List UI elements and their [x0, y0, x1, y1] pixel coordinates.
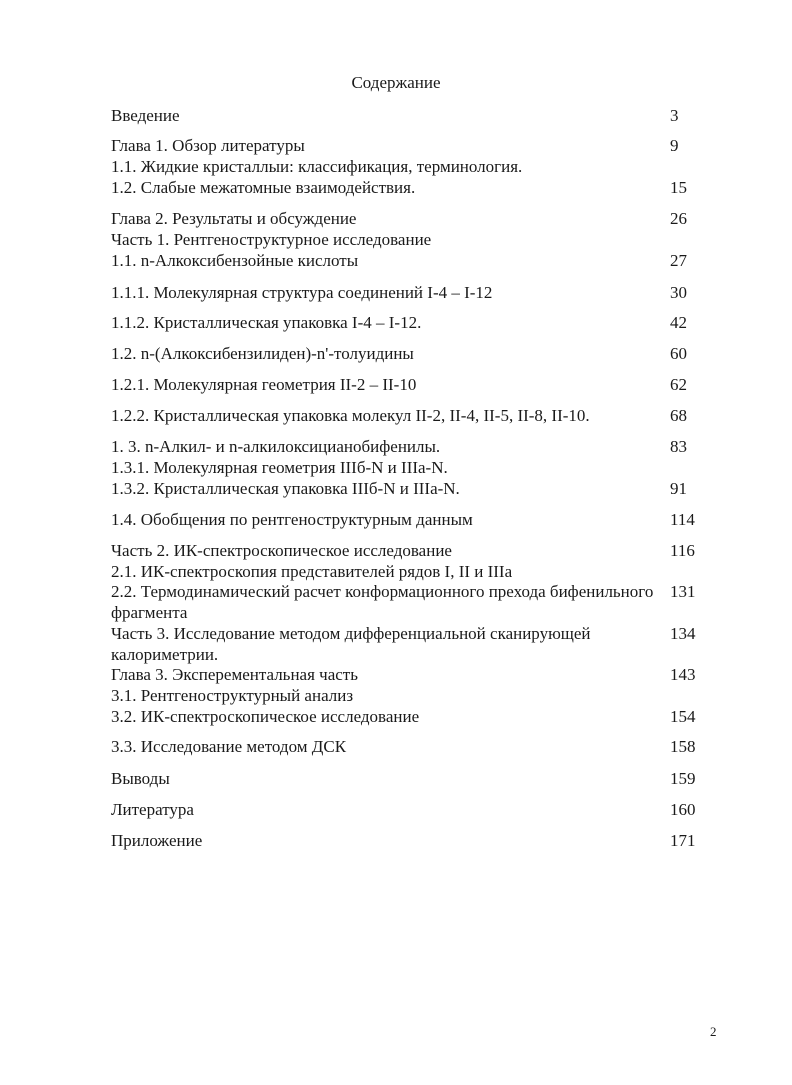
- toc-entry-page: 154: [670, 707, 696, 726]
- toc-entry-label: 1.1. n-Алкоксибензойные кислоты: [111, 251, 359, 270]
- toc-entry[interactable]: [111, 457, 711, 478]
- toc-entry-page: 15: [670, 178, 687, 197]
- toc-entry[interactable]: [111, 478, 711, 499]
- toc-entry-page: 158: [670, 737, 696, 756]
- toc-entry-label: 1.2. n-(Алкоксибензилиден)-n'-толуидины: [111, 344, 414, 363]
- toc-entry-label: Литература: [111, 800, 194, 819]
- toc-entry[interactable]: [111, 768, 711, 789]
- toc-entry[interactable]: [111, 312, 711, 333]
- toc-entry[interactable]: [111, 436, 711, 457]
- toc-entry-label: Часть 2. ИК-спектроскопическое исследование: [111, 541, 452, 560]
- toc-entry-label: 1.2. Слабые межатомные взаимодействия.: [111, 178, 416, 197]
- toc-entry-label: Глава 2. Результаты и обсуждение: [111, 209, 357, 228]
- toc-entry-page: 116: [670, 541, 695, 560]
- toc-entry[interactable]: [111, 208, 711, 229]
- toc-entry[interactable]: [111, 374, 711, 395]
- toc-entry-label: 3.1. Рентгеноструктурный анализ: [111, 686, 354, 705]
- toc-entry-label: 1.4. Обобщения по рентгеноструктурным данным: [111, 510, 473, 529]
- toc-entry[interactable]: [111, 135, 711, 156]
- toc-entry-label: Выводы: [111, 769, 170, 788]
- toc-entry[interactable]: [111, 830, 711, 851]
- toc-entry-page: 131: [670, 582, 696, 601]
- toc-entry-page: 134: [670, 624, 696, 643]
- toc-entry[interactable]: [111, 664, 711, 685]
- toc-entry-label: 1.1.2. Кристаллическая упаковка I-4 – I-12.: [111, 313, 422, 332]
- toc-entry-page: 68: [670, 406, 687, 425]
- toc-entry-label: 2.1. ИК-спектроскопия представителей рядов I, II и IIIa: [111, 562, 513, 581]
- toc-entry-label: Введение: [111, 106, 180, 125]
- toc-entry[interactable]: [111, 282, 711, 303]
- toc-entry[interactable]: [111, 105, 711, 126]
- toc-entry-page: 26: [670, 209, 687, 228]
- toc-entry[interactable]: [111, 509, 711, 530]
- toc-entry-label: Часть 3. Исследование методом дифференциальной сканирующей калориметрии.: [111, 624, 591, 664]
- toc-entry-label: 1.1. Жидкие кристаллыи: классификация, терминология.: [111, 157, 523, 176]
- toc-entry-label: 1.3.1. Молекулярная геометрия IIIб-N и IIIа-N.: [111, 458, 448, 477]
- toc-entry[interactable]: [111, 250, 711, 271]
- page-number: 2: [710, 1024, 717, 1039]
- toc-entry-page: 143: [670, 665, 696, 684]
- toc-entry-label: 1.2.2. Кристаллическая упаковка молекул II-2, II-4, II-5, II-8, II-10.: [111, 406, 590, 425]
- toc-entry[interactable]: [111, 623, 711, 665]
- toc-entry-page: 159: [670, 769, 696, 788]
- toc-entry-page: 62: [670, 375, 687, 394]
- toc-entry-label: 1. 3. n-Алкил- и n-алкилоксицианобифенилы.: [111, 437, 441, 456]
- toc-entry[interactable]: [111, 405, 711, 426]
- toc-entry[interactable]: [111, 685, 711, 706]
- toc-entry[interactable]: [111, 706, 711, 727]
- toc-entry-page: 83: [670, 437, 687, 456]
- toc-entry-page: 30: [670, 283, 687, 302]
- toc-entry[interactable]: [111, 229, 711, 250]
- page-title: Содержание: [351, 73, 441, 92]
- toc-entry-page: 91: [670, 479, 687, 498]
- toc-entry-label: 2.2. Термодинамический расчет конформационного прехода бифенильного фрагмента: [111, 582, 654, 622]
- toc-entry-page: 42: [670, 313, 687, 332]
- toc-entry[interactable]: [111, 736, 711, 757]
- toc-entry-page: 3: [670, 106, 679, 125]
- toc-entry-label: 3.3. Исследование методом ДСК: [111, 737, 347, 756]
- toc-entry[interactable]: [111, 799, 711, 820]
- toc-entry-page: 60: [670, 344, 687, 363]
- toc-entry[interactable]: [111, 581, 711, 623]
- toc-entry-page: 9: [670, 136, 679, 155]
- toc-entry-label: 3.2. ИК-спектроскопическое исследование: [111, 707, 420, 726]
- toc-entry[interactable]: [111, 540, 711, 561]
- toc-entry-page: 27: [670, 251, 687, 270]
- toc-entry-label: Глава 1. Обзор литературы: [111, 136, 305, 155]
- toc-entry[interactable]: [111, 343, 711, 364]
- toc-entry-label: Приложение: [111, 831, 203, 850]
- toc-entry[interactable]: [111, 177, 711, 198]
- toc-entry-label: 1.2.1. Молекулярная геометрия II-2 – II-10: [111, 375, 417, 394]
- toc-entry-label: Часть 1. Рентгеноструктурное исследование: [111, 230, 432, 249]
- toc-entry-label: Глава 3. Эксперементальная часть: [111, 665, 358, 684]
- toc-entry-page: 114: [670, 510, 695, 529]
- toc-entry-label: 1.1.1. Молекулярная структура соединений I-4 – I-12: [111, 283, 493, 302]
- toc-entry-page: 171: [670, 831, 696, 850]
- toc-entry[interactable]: [111, 156, 711, 177]
- toc-entry-label: 1.3.2. Кристаллическая упаковка IIIб-N и IIIа-N.: [111, 479, 460, 498]
- toc-entry-page: 160: [670, 800, 696, 819]
- toc-entry[interactable]: [111, 561, 711, 582]
